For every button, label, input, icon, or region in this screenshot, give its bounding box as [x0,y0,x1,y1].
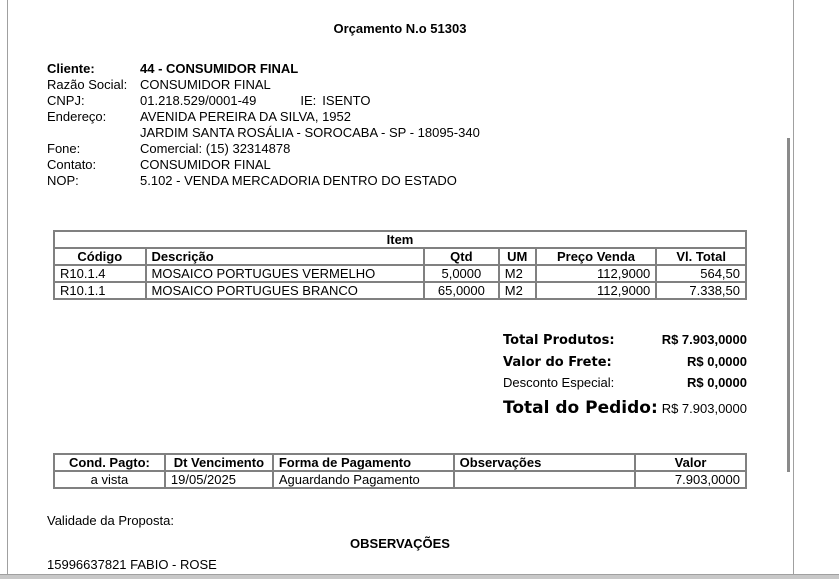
contato-row [47,157,480,173]
totals-block [503,332,747,418]
cell-vl-total: 7.338,50 [656,282,746,299]
ie-value: ISENTO [322,93,371,108]
endereco-line2: JARDIM SANTA ROSÁLIA - SOROCABA - SP - 18095-340 [140,125,480,140]
client-value: 44 - CONSUMIDOR FINAL [140,61,299,76]
contato-value: CONSUMIDOR FINAL [140,157,271,172]
razao-social-row [47,77,480,93]
cell-forma-pagamento: Aguardando Pagamento [273,471,454,488]
col-header-preco-venda: Preço Venda [536,248,657,265]
cell-vl-total: 564,50 [656,265,746,282]
observacoes-text: 15996637821 FABIO - ROSE [47,557,217,572]
total-produtos-row [503,332,747,354]
document-right-border [793,0,794,574]
cell-valor: 7.903,0000 [635,471,746,488]
items-table-title-row [54,231,746,248]
cell-cond-pagto: a vista [54,471,165,488]
client-row [47,61,480,77]
cnpj-value: 01.218.529/0001-49 [140,93,257,108]
endereco-label: Endereço: [47,109,107,124]
cell-descricao: MOSAICO PORTUGUES BRANCO [146,282,424,299]
endereco-row-2 [47,125,480,141]
total-pedido-label: Total do Pedido: [503,398,658,418]
col-header-vl-total: Vl. Total [656,248,746,265]
col-header-um: UM [499,248,536,265]
total-produtos-value: R$ 7.903,0000 [661,332,747,347]
items-table-header [54,248,746,265]
desconto-especial-value: R$ 0,0000 [687,375,747,390]
cell-preco-venda: 112,9000 [536,282,657,299]
col-header-dt-vencimento: Dt Vencimento [165,454,273,471]
cell-dt-vencimento: 19/05/2025 [165,471,273,488]
observacoes-title: OBSERVAÇÕES [350,536,450,551]
cell-codigo: R10.1.1 [54,282,146,299]
cell-qtd: 65,0000 [424,282,499,299]
cnpj-row [47,93,480,109]
cnpj-label: CNPJ: [47,93,85,108]
payments-table [53,453,747,489]
total-produtos-label: Total Produtos: [503,333,615,348]
nop-label: NOP: [47,173,79,188]
col-header-forma-pagamento: Forma de Pagamento [273,454,454,471]
table-row [54,282,746,299]
cell-um: M2 [499,282,536,299]
client-info [47,61,480,189]
bottom-panel-edge [0,574,839,579]
cell-preco-venda: 112,9000 [536,265,657,282]
total-pedido-value: R$ 7.903,0000 [661,401,747,416]
fone-label: Fone: [47,141,81,156]
col-header-cond-pagto: Cond. Pagto: [54,454,165,471]
endereco-line1: AVENIDA PEREIRA DA SILVA, 1952 [140,109,351,124]
cell-observacoes [454,471,635,488]
fone-row [47,141,480,157]
table-row [54,471,746,488]
ie-label: IE: [300,93,317,108]
cell-um: M2 [499,265,536,282]
fone-value: Comercial: (15) 32314878 [140,141,291,156]
desconto-especial-label: Desconto Especial: [503,375,615,390]
document-left-border [7,0,8,574]
razao-social-value: CONSUMIDOR FINAL [140,77,271,92]
items-table [53,230,747,300]
total-pedido-row [503,398,747,418]
cell-qtd: 5,0000 [424,265,499,282]
valor-frete-label: Valor do Frete: [503,355,612,370]
col-header-codigo: Código [54,248,146,265]
vertical-scrollbar[interactable] [787,138,790,472]
col-header-qtd: Qtd [424,248,499,265]
valor-frete-value: R$ 0,0000 [687,354,747,369]
col-header-descricao: Descrição [146,248,424,265]
desconto-especial-row [503,375,747,398]
payments-table-header [54,454,746,471]
razao-social-label: Razão Social: [47,77,128,92]
document-title: Orçamento N.o 51303 [333,21,467,36]
cell-descricao: MOSAICO PORTUGUES VERMELHO [146,265,424,282]
client-label: Cliente: [47,61,95,76]
table-row [54,265,746,282]
col-header-valor: Valor [635,454,746,471]
valor-frete-row [503,354,747,375]
nop-row [47,173,480,189]
endereco-row [47,109,480,125]
col-header-observacoes: Observações [454,454,635,471]
cell-codigo: R10.1.4 [54,265,146,282]
validade-proposta-label: Validade da Proposta: [47,513,174,528]
nop-value: 5.102 - VENDA MERCADORIA DENTRO DO ESTADO [140,173,457,188]
items-table-title: Item [54,231,746,248]
contato-label: Contato: [47,157,97,172]
